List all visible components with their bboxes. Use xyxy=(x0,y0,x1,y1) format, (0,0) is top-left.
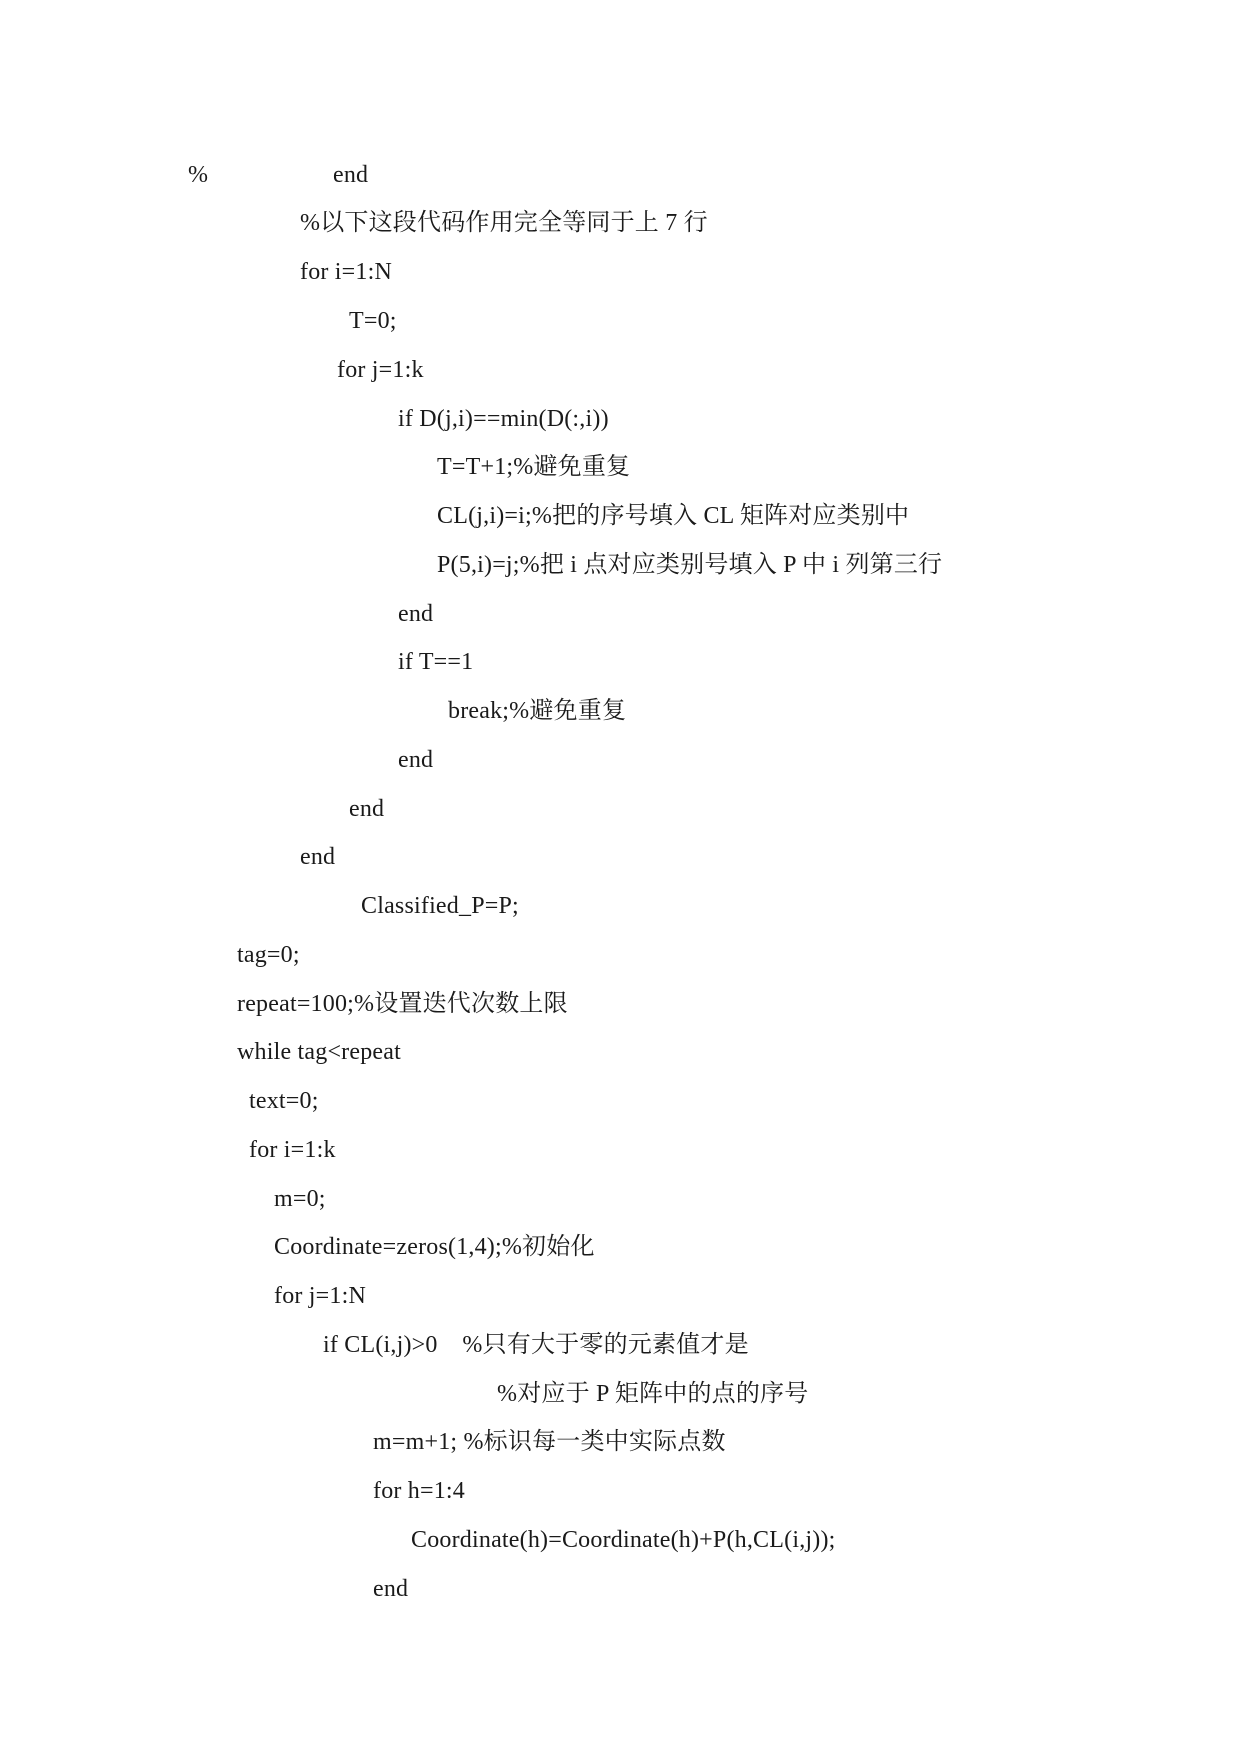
code-line: %对应于 P 矩阵中的点的序号 xyxy=(497,1381,809,1407)
code-line: %以下这段代码作用完全等同于上 7 行 xyxy=(300,210,708,236)
code-line: for i=1:k xyxy=(249,1137,336,1163)
code-line: end xyxy=(333,162,369,188)
code-line: tag=0; xyxy=(237,942,300,968)
code-line: for h=1:4 xyxy=(373,1478,465,1504)
code-line: repeat=100;%设置迭代次数上限 xyxy=(237,991,568,1017)
code-line: for j=1:N xyxy=(274,1283,366,1309)
code-line: break;%避免重复 xyxy=(448,698,627,724)
code-line: for j=1:k xyxy=(337,357,424,383)
code-line: m=m+1; %标识每一类中实际点数 xyxy=(373,1429,726,1455)
code-line: end xyxy=(373,1576,409,1602)
code-line: if D(j,i)==min(D(:,i)) xyxy=(398,406,609,432)
code-line: text=0; xyxy=(249,1088,319,1114)
code-line: if T==1 xyxy=(398,649,474,675)
code-line: if CL(i,j)>0 %只有大于零的元素值才是 xyxy=(323,1332,749,1358)
code-line: P(5,i)=j;%把 i 点对应类别号填入 P 中 i 列第三行 xyxy=(437,552,943,578)
code-line: end xyxy=(300,844,336,870)
code-line: CL(j,i)=i;%把的序号填入 CL 矩阵对应类别中 xyxy=(437,503,910,529)
code-line: while tag<repeat xyxy=(237,1039,401,1065)
code-line: T=T+1;%避免重复 xyxy=(437,454,631,480)
code-line: end xyxy=(349,796,385,822)
code-line: T=0; xyxy=(349,308,397,334)
code-line: % xyxy=(188,162,209,188)
code-line: Coordinate=zeros(1,4);%初始化 xyxy=(274,1234,595,1260)
code-line: m=0; xyxy=(274,1186,326,1212)
code-line: end xyxy=(398,747,434,773)
code-line: end xyxy=(398,601,434,627)
code-line: Classified_P=P; xyxy=(361,893,519,919)
code-line: for i=1:N xyxy=(300,259,392,285)
code-line: Coordinate(h)=Coordinate(h)+P(h,CL(i,j)); xyxy=(411,1527,836,1553)
